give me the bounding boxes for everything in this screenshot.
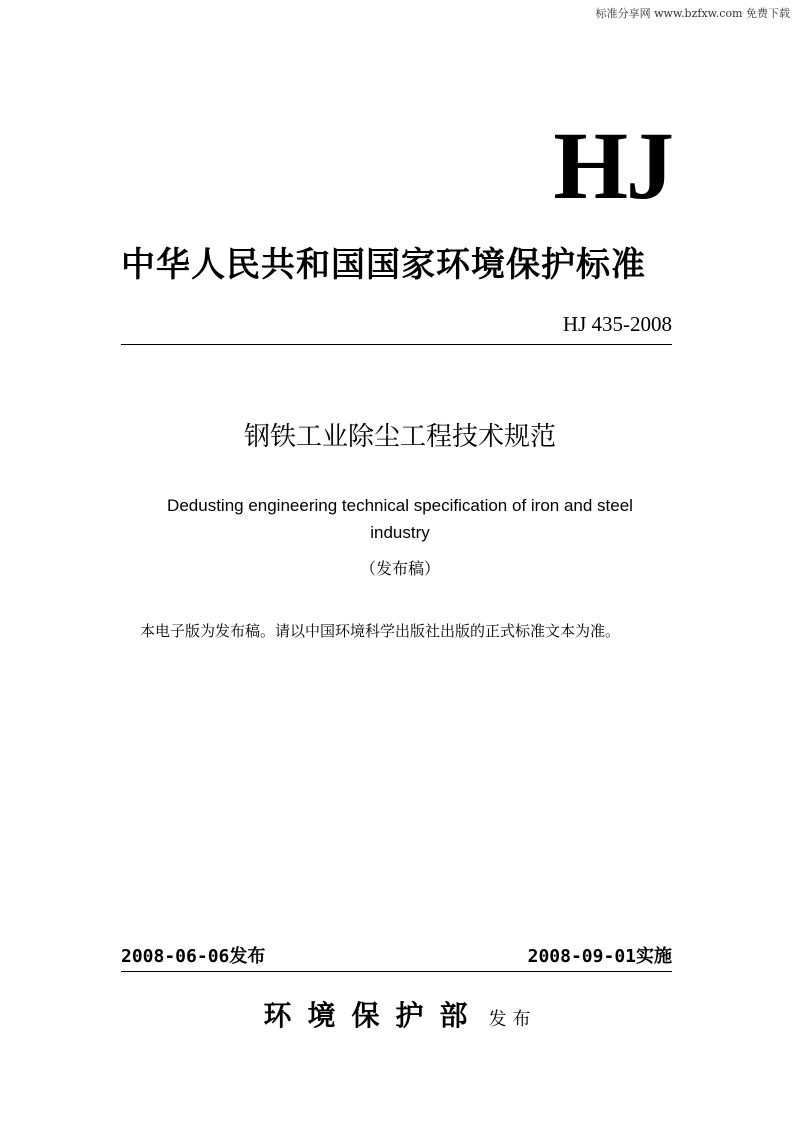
electronic-version-notice: 本电子版为发布稿。请以中国环境科学出版社出版的正式标准文本为准。 [140, 622, 621, 640]
watermark-text: 标准分享网 www.bzfxw.com 免费下载 [595, 7, 790, 20]
issuer-name: 环境保护部 [263, 999, 484, 1032]
implementation-date: 2008-09-01实施 [527, 946, 672, 967]
standard-number: HJ 435-2008 [562, 312, 672, 336]
national-standard-heading: 中华人民共和国国家环境保护标准 [121, 245, 646, 285]
title-english-line-1: Dedusting engineering technical specification of iron and steel [167, 496, 633, 515]
bottom-divider [121, 971, 672, 972]
issuer-suffix: 发布 [488, 1009, 537, 1030]
release-draft-note: （发布稿） [359, 559, 440, 578]
top-divider [121, 344, 672, 345]
issuer-line [0, 994, 800, 1034]
title-english [120, 492, 680, 546]
standard-logo: HJ [553, 112, 672, 219]
title-english-line-2: industry [370, 523, 430, 542]
title-chinese: 钢铁工业除尘工程技术规范 [243, 422, 556, 452]
issue-date: 2008-06-06发布 [121, 946, 266, 967]
